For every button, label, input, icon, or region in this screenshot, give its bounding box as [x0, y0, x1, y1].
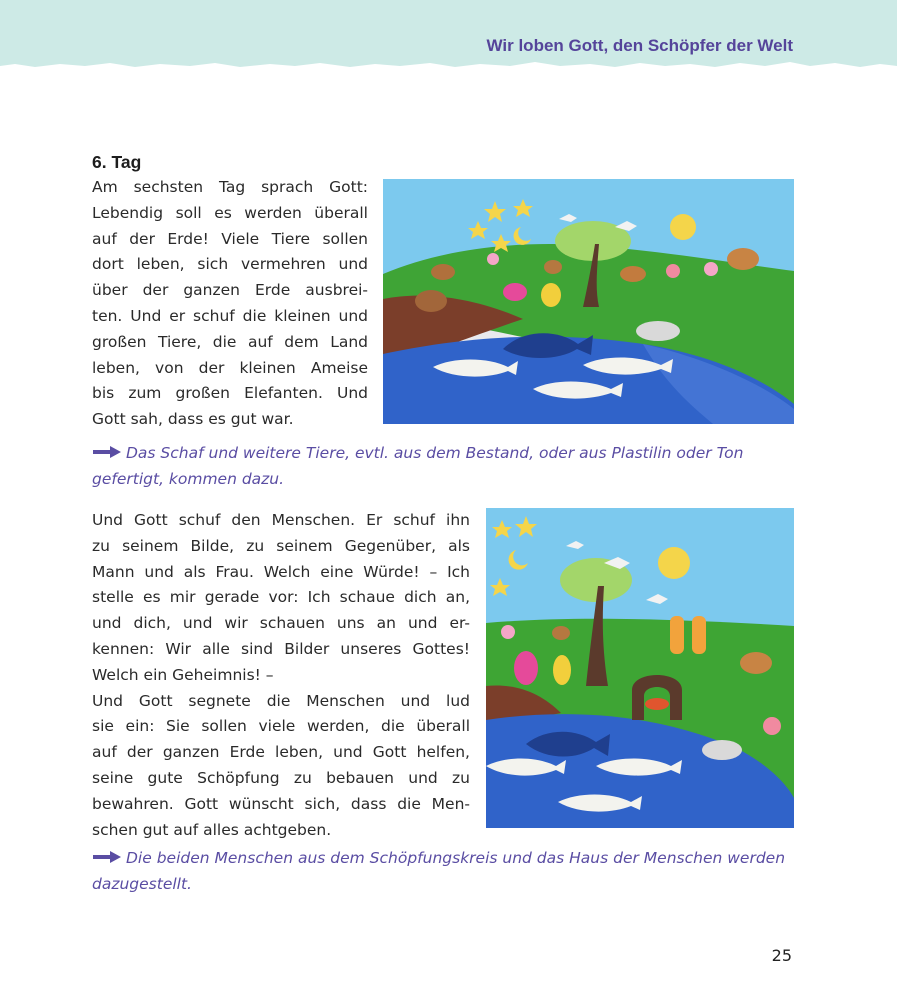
text-line: auf der ganzen Erde leben, und Gott helfen,: [92, 743, 470, 762]
text-line: zu seinem Bilde, zu seinem Gegenüber, als: [92, 536, 470, 555]
note-text: Das Schaf und weitere Tiere, evtl. aus dem Bestand, oder aus Plastilin oder Ton gefertigt, kommen dazu.: [92, 444, 744, 488]
text-line: Gott sah, dass es gut war.: [92, 410, 294, 429]
text-line: und dich, und wir schauen uns an und er-: [92, 614, 470, 633]
text-line: dort leben, sich vermehren und: [92, 255, 368, 274]
text-line: auf der Erde! Viele Tiere sollen: [92, 229, 368, 248]
section-heading: 6. Tag: [92, 152, 142, 172]
text-line: Mann und als Frau. Welch eine Würde! – Ich: [92, 562, 470, 581]
text-line: Am sechsten Tag sprach Gott:: [92, 178, 368, 196]
text-line: seine gute Schöpfung zu bebauen und zu: [92, 768, 470, 787]
note-text: Die beiden Menschen aus dem Schöpfungskreis und das Haus der Menschen werden dazugestellt.: [92, 849, 786, 893]
running-header-title: Wir loben Gott, den Schöpfer der Welt: [486, 36, 793, 55]
arrow-right-icon: [92, 445, 122, 459]
arrow-right-icon: [92, 850, 122, 864]
creation-felt-photo-humans: [486, 508, 794, 828]
text-line: schen gut auf alles achtgeben.: [92, 820, 332, 839]
text-line: stelle es mir gerade vor: Ich schaue dich an,: [92, 588, 470, 607]
paragraph-day-six: [92, 175, 368, 433]
text-line: Und Gott segnete die Menschen und lud: [92, 691, 470, 710]
text-line: Welch ein Geheimnis! –: [92, 665, 274, 684]
instruction-note-animals: [92, 441, 794, 492]
text-line: sie ein: Sie sollen viele werden, die überall: [92, 717, 470, 736]
instruction-note-humans: [92, 846, 794, 897]
text-line: Lebendig soll es werden überall: [92, 203, 368, 222]
text-line: leben, von der kleinen Ameise: [92, 358, 368, 377]
paragraph-humans: [92, 508, 470, 843]
text-line: bewahren. Gott wünscht sich, dass die Men-: [92, 794, 470, 813]
text-line: großen Tiere, die auf dem Land: [92, 332, 368, 351]
page-number: 25: [771, 946, 792, 965]
text-line: Und Gott schuf den Menschen. Er schuf ihn: [92, 511, 470, 529]
text-line: bis zum großen Elefanten. Und: [92, 384, 368, 403]
text-line: ten. Und er schuf die kleinen und: [92, 306, 368, 325]
text-line: über der ganzen Erde ausbrei-: [92, 281, 368, 300]
text-line: kennen: Wir alle sind Bilder unseres Gottes!: [92, 639, 470, 658]
creation-felt-photo-animals: [383, 179, 794, 424]
